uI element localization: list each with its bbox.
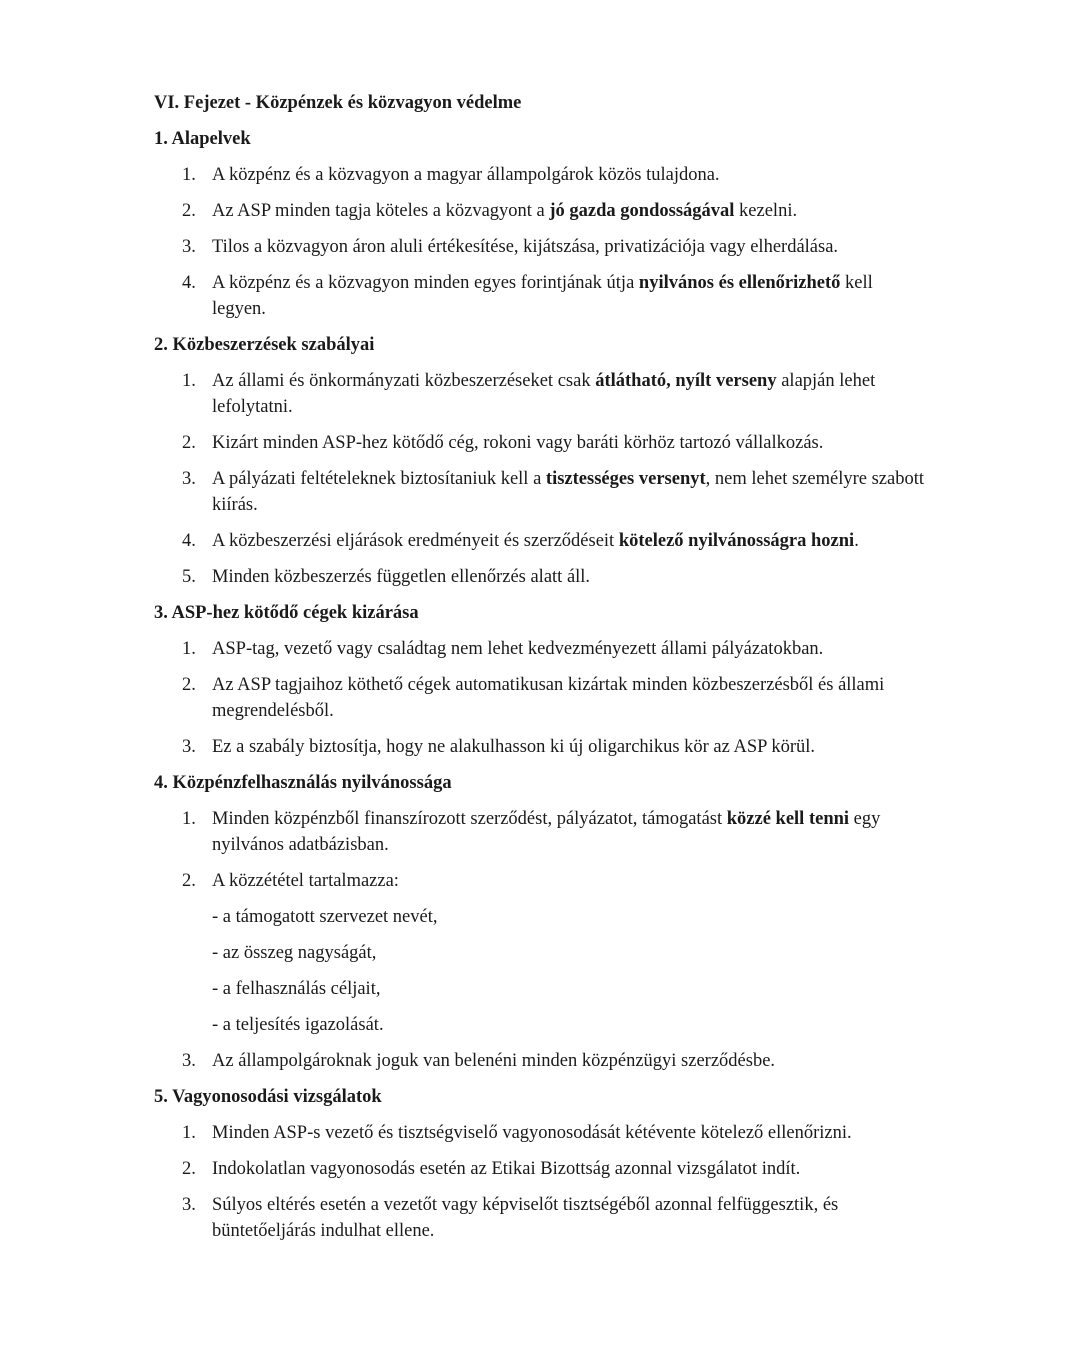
list-item-text: Minden ASP-s vezető és tisztségviselő vagyonosodását kétévente kötelező ellenőrizni. <box>212 1123 852 1143</box>
list-item-text: Minden közpénzből finanszírozott szerződést, pályázatot, támogatást <box>212 809 727 829</box>
list-item-number: 3. <box>182 737 196 757</box>
list-item <box>154 564 924 590</box>
section-list <box>154 636 924 760</box>
list-item <box>154 162 924 188</box>
list-item-text: A közbeszerzési eljárások eredményeit és szerződéseit <box>212 531 619 551</box>
list-item-text: , nem lehet személyre szabott kiírás. <box>212 469 924 515</box>
list-item-number: 3. <box>182 237 196 257</box>
sub-list-item: - a felhasználás céljait, <box>212 979 381 999</box>
section-list <box>154 162 924 322</box>
list-item-number: 2. <box>182 675 196 695</box>
list-item-number: 3. <box>182 1195 196 1215</box>
chapter-title: VI. Fejezet - Közpénzek és közvagyon védelme <box>154 93 522 113</box>
list-item <box>154 270 924 322</box>
list-item <box>154 430 924 456</box>
list-item-number: 3. <box>182 1051 196 1071</box>
list-item-number: 2. <box>182 433 196 453</box>
sub-list-item: - a támogatott szervezet nevét, <box>212 907 438 927</box>
list-item-number: 4. <box>182 531 196 551</box>
emphasized-text: kötelező nyilvánosságra hozni <box>618 531 855 551</box>
list-item <box>154 868 924 894</box>
list-item-text: Indokolatlan vagyonosodás esetén az Etikai Bizottság azonnal vizsgálatot indít. <box>212 1159 801 1179</box>
section-heading: 5. Vagyonosodási vizsgálatok <box>154 1087 382 1107</box>
section-list <box>154 368 924 590</box>
list-item-number: 3. <box>182 469 196 489</box>
list-item-text: A pályázati feltételeknek biztosítaniuk kell a <box>212 469 546 489</box>
list-item <box>154 1192 924 1244</box>
list-item-text: Kizárt minden ASP-hez kötődő cég, rokoni vagy baráti körhöz tartozó vállalkozás. <box>212 433 824 453</box>
list-item-text: egy nyilvános adatbázisban. <box>212 809 881 855</box>
list-item <box>154 466 924 518</box>
list-item <box>154 234 924 260</box>
list-item-text: kell legyen. <box>212 273 873 319</box>
list-item <box>154 1156 924 1182</box>
sub-list-item: - a teljesítés igazolását. <box>212 1015 384 1035</box>
list-item-text: Az ASP minden tagja köteles a közvagyont a <box>212 201 550 221</box>
list-item <box>154 636 924 662</box>
list-item-text: Ez a szabály biztosítja, hogy ne alakulhasson ki új oligarchikus kör az ASP körül. <box>212 737 816 757</box>
sub-list-item: - az összeg nagyságát, <box>212 943 377 963</box>
list-item <box>154 1048 924 1074</box>
list-item-number: 1. <box>182 165 196 185</box>
list-item <box>154 368 924 420</box>
list-item-number: 4. <box>182 273 196 293</box>
list-item-number: 2. <box>182 201 196 221</box>
emphasized-text: átlátható, nyílt verseny <box>595 371 777 391</box>
list-item-number: 1. <box>182 809 196 829</box>
list-item <box>154 806 924 858</box>
sections-container <box>154 126 924 1244</box>
list-item-text: Súlyos eltérés esetén a vezetőt vagy képviselőt tisztségéből azonnal felfüggesztik, és büntetőeljárás indulhat ellene. <box>212 1195 839 1241</box>
emphasized-text: jó gazda gondosságával <box>549 201 735 221</box>
emphasized-text: közzé kell tenni <box>726 809 850 829</box>
list-item-number: 5. <box>182 567 196 587</box>
list-item-text: alapján lehet lefolytatni. <box>212 371 876 417</box>
list-item-text: Tilos a közvagyon áron aluli értékesítése, kijátszása, privatizációja vagy elherdálása. <box>212 237 839 257</box>
list-item <box>154 1120 924 1146</box>
section-list <box>154 806 924 1074</box>
section-heading: 3. ASP-hez kötődő cégek kizárása <box>154 603 419 623</box>
list-item <box>154 528 924 554</box>
list-item-text: kezelni. <box>734 201 798 221</box>
list-item-text: A közpénz és a közvagyon a magyar állampolgárok közös tulajdona. <box>212 165 720 185</box>
list-item-text: ASP-tag, vezető vagy családtag nem lehet kedvezményezett állami pályázatokban. <box>212 639 824 659</box>
document-body <box>154 90 924 1254</box>
section-heading: 1. Alapelvek <box>154 129 251 149</box>
list-item-number: 2. <box>182 1159 196 1179</box>
section-list <box>154 1120 924 1244</box>
list-item-text: A közzététel tartalmazza: <box>212 871 399 891</box>
list-item-text: . <box>854 531 859 551</box>
emphasized-text: tisztességes versenyt <box>545 469 706 489</box>
section-heading: 4. Közpénzfelhasználás nyilvánossága <box>154 773 452 793</box>
list-item <box>154 672 924 724</box>
list-item <box>154 734 924 760</box>
list-item-text: A közpénz és a közvagyon minden egyes forintjának útja <box>212 273 639 293</box>
list-item-number: 2. <box>182 871 196 891</box>
list-item-number: 1. <box>182 1123 196 1143</box>
list-item-text: Az ASP tagjaihoz köthető cégek automatikusan kizártak minden közbeszerzésből és állami megrendelésből. <box>212 675 885 721</box>
list-item-number: 1. <box>182 639 196 659</box>
emphasized-text: nyilvános és ellenőrizhető <box>638 273 841 293</box>
list-item-text: Az állami és önkormányzati közbeszerzéseket csak <box>212 371 596 391</box>
section-heading: 2. Közbeszerzések szabályai <box>154 335 375 355</box>
list-item-text: Az állampolgároknak joguk van belenéni minden közpénzügyi szerződésbe. <box>212 1051 776 1071</box>
list-item-text: Minden közbeszerzés független ellenőrzés alatt áll. <box>212 567 591 587</box>
list-item <box>154 198 924 224</box>
list-item-number: 1. <box>182 371 196 391</box>
